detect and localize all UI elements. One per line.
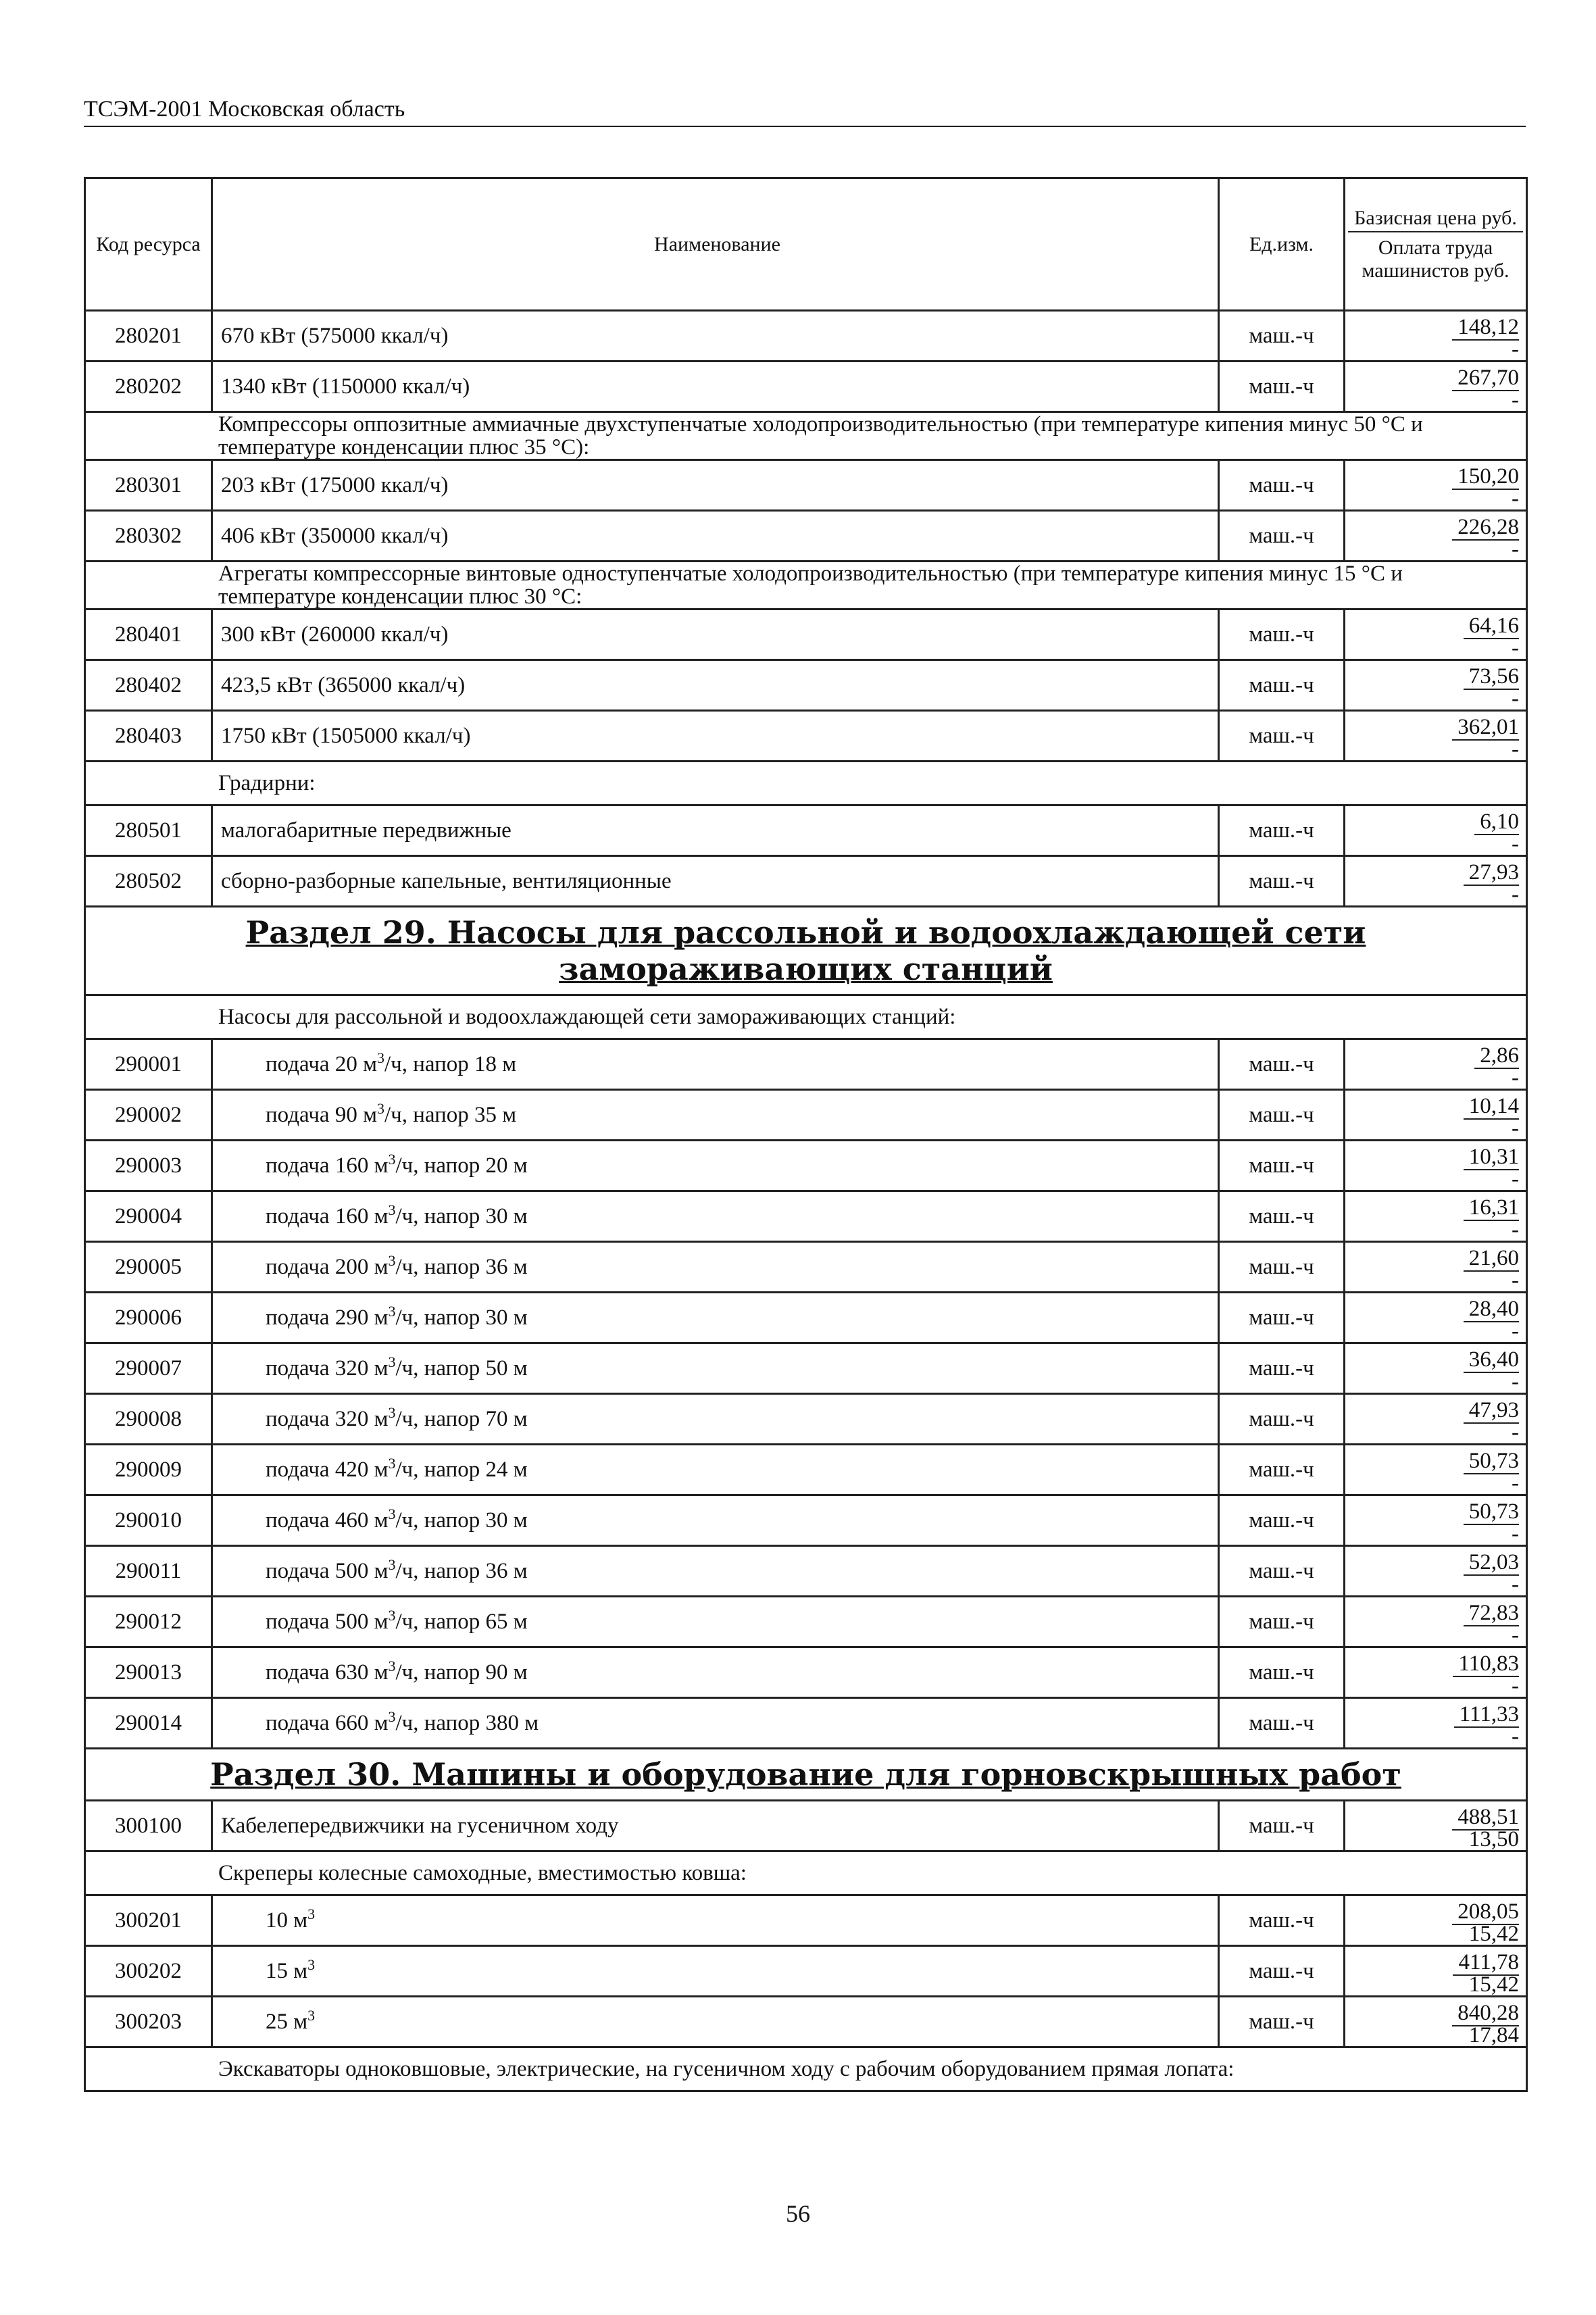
price-cell [1345, 1394, 1527, 1445]
resource-name-text: 406 кВт (350000 ккал/ч) [221, 524, 449, 548]
cubic-exponent: 3 [388, 1404, 396, 1421]
table-row [85, 1895, 1527, 1946]
price-cell [1345, 511, 1527, 562]
table-row [85, 1394, 1527, 1445]
resource-code: 280201 [85, 311, 212, 362]
cubic-exponent: 3 [388, 1353, 396, 1370]
operator-labor: - [1512, 1521, 1519, 1546]
price-cell [1345, 311, 1527, 362]
unit-of-measure: маш.-ч [1219, 1997, 1345, 2047]
resource-code: 290009 [85, 1445, 212, 1495]
resource-name [212, 1141, 1219, 1191]
unit-of-measure: маш.-ч [1219, 1191, 1345, 1242]
base-price: 10,31 [1464, 1145, 1519, 1170]
resource-name [212, 1039, 1219, 1090]
resource-code: 290003 [85, 1141, 212, 1191]
base-price: 111,33 [1454, 1702, 1519, 1728]
operator-labor: - [1512, 737, 1519, 762]
unit-of-measure: маш.-ч [1219, 1946, 1345, 1997]
cubic-exponent: 3 [307, 1906, 316, 1922]
price-cell [1345, 1090, 1527, 1141]
resource-code: 290008 [85, 1394, 212, 1445]
unit-of-measure: маш.-ч [1219, 1445, 1345, 1495]
price-cell [1345, 1445, 1527, 1495]
operator-labor: - [1512, 1724, 1519, 1749]
col-header-price [1345, 178, 1527, 311]
operator-labor: - [1512, 1268, 1519, 1293]
resource-code: 290005 [85, 1242, 212, 1293]
section-heading-row [85, 907, 1527, 995]
base-price: 362,01 [1452, 715, 1519, 741]
pump-head: /ч, напор 30 м [395, 1204, 528, 1228]
resource-name-text: 203 кВт (175000 ккал/ч) [221, 473, 449, 497]
price-cell [1345, 805, 1527, 856]
resource-code: 290004 [85, 1191, 212, 1242]
resource-code: 300203 [85, 1997, 212, 2047]
base-price: 10,14 [1464, 1094, 1519, 1120]
base-price: 36,40 [1464, 1347, 1519, 1373]
table-header-row [85, 178, 1527, 311]
unit-of-measure: маш.-ч [1219, 362, 1345, 412]
resource-name [212, 460, 1219, 511]
operator-labor: 15,42 [1468, 1921, 1519, 1946]
resource-name [212, 1343, 1219, 1394]
unit-of-measure: маш.-ч [1219, 609, 1345, 660]
operator-labor: - [1512, 1369, 1519, 1394]
base-price: 6,10 [1474, 810, 1519, 835]
base-price: 488,51 [1452, 1805, 1519, 1831]
resource-code: 290002 [85, 1090, 212, 1141]
resource-name [212, 1242, 1219, 1293]
table-row [85, 1242, 1527, 1293]
pump-head: /ч, напор 36 м [395, 1255, 528, 1279]
price-cell [1345, 1997, 1527, 2047]
resource-name-text: 1750 кВт (1505000 ккал/ч) [221, 724, 471, 748]
cubic-exponent: 3 [388, 1201, 396, 1218]
unit-of-measure: маш.-ч [1219, 1394, 1345, 1445]
group-heading-cell [85, 2047, 1527, 2091]
unit-of-measure: маш.-ч [1219, 1597, 1345, 1647]
section-heading-row [85, 1749, 1527, 1801]
resource-code: 280502 [85, 856, 212, 907]
pump-flow: подача 320 м [266, 1407, 389, 1431]
group-heading-cell [85, 562, 1527, 609]
cubic-exponent: 3 [388, 1708, 396, 1725]
base-price: 28,40 [1464, 1297, 1519, 1322]
price-cell [1345, 1495, 1527, 1546]
unit-of-measure: маш.-ч [1219, 1698, 1345, 1749]
operator-labor: - [1512, 831, 1519, 856]
group-heading: Скреперы колесные самоходные, вместимостью ковша: [218, 1861, 747, 1885]
resource-name [212, 1946, 1219, 1997]
resource-name [212, 1698, 1219, 1749]
group-heading-cell [85, 762, 1527, 805]
operator-labor: 13,50 [1468, 1826, 1519, 1851]
unit-of-measure: маш.-ч [1219, 1895, 1345, 1946]
col-header-name: Наименование [212, 178, 1219, 311]
table-row [85, 805, 1527, 856]
cubic-exponent: 3 [388, 1556, 396, 1573]
resource-code: 300100 [85, 1801, 212, 1851]
bucket-volume: 15 м [266, 1959, 308, 1983]
price-cell [1345, 660, 1527, 711]
base-price: 840,28 [1452, 2001, 1519, 2026]
resource-name-text: сборно-разборные капельные, вентиляционные [221, 869, 672, 893]
price-cell [1345, 1293, 1527, 1343]
resource-name-text: Кабелепередвижчики на гусеничном ходу [221, 1814, 619, 1838]
base-price: 50,73 [1464, 1499, 1519, 1525]
pump-flow: подача 630 м [266, 1660, 389, 1685]
pump-head: /ч, напор 18 м [384, 1052, 517, 1076]
operator-labor: - [1512, 1166, 1519, 1191]
price-cell [1345, 1141, 1527, 1191]
pump-head: /ч, напор 35 м [384, 1103, 517, 1127]
resource-table-body [85, 178, 1527, 2091]
price-cell [1345, 711, 1527, 762]
operator-labor: - [1512, 635, 1519, 660]
table-row [85, 311, 1527, 362]
unit-of-measure: маш.-ч [1219, 711, 1345, 762]
base-price: 50,73 [1464, 1449, 1519, 1474]
table-row [85, 1997, 1527, 2047]
unit-of-measure: маш.-ч [1219, 805, 1345, 856]
price-cell [1345, 609, 1527, 660]
base-price: 73,56 [1464, 664, 1519, 690]
base-price: 2,86 [1474, 1043, 1519, 1069]
group-heading: Градирни: [218, 771, 316, 795]
resource-code: 290006 [85, 1293, 212, 1343]
operator-labor: - [1512, 1572, 1519, 1597]
cubic-exponent: 3 [376, 1049, 384, 1066]
table-row [85, 1090, 1527, 1141]
base-price: 64,16 [1464, 614, 1519, 639]
price-cell [1345, 1546, 1527, 1597]
table-row [85, 711, 1527, 762]
base-price: 27,93 [1464, 860, 1519, 886]
unit-of-measure: маш.-ч [1219, 1647, 1345, 1698]
resource-name [212, 660, 1219, 711]
section-heading-cell [85, 907, 1527, 995]
group-heading-row [85, 762, 1527, 805]
pump-flow: подача 20 м [266, 1052, 377, 1076]
table-row [85, 1946, 1527, 1997]
cubic-exponent: 3 [376, 1100, 384, 1117]
resource-name [212, 1597, 1219, 1647]
operator-labor: 15,42 [1468, 1972, 1519, 1997]
resource-name [212, 1090, 1219, 1141]
table-row [85, 1039, 1527, 1090]
pump-head: /ч, напор 30 м [395, 1508, 528, 1533]
price-cell [1345, 1801, 1527, 1851]
price-cell [1345, 1698, 1527, 1749]
price-cell [1345, 1946, 1527, 1997]
col-header-labor: Оплата труда машинистов руб. [1362, 236, 1510, 282]
unit-of-measure: маш.-ч [1219, 1039, 1345, 1090]
operator-labor: - [1512, 1470, 1519, 1495]
cubic-exponent: 3 [307, 1956, 316, 1973]
resource-code: 290014 [85, 1698, 212, 1749]
unit-of-measure: маш.-ч [1219, 856, 1345, 907]
resource-name [212, 1647, 1219, 1698]
pump-flow: подача 90 м [266, 1103, 377, 1127]
pump-flow: подача 200 м [266, 1255, 389, 1279]
table-row [85, 362, 1527, 412]
resource-code: 290010 [85, 1495, 212, 1546]
operator-labor: 17,84 [1468, 2022, 1519, 2047]
operator-labor: - [1512, 1318, 1519, 1343]
pump-head: /ч, напор 20 м [395, 1153, 528, 1178]
cubic-exponent: 3 [388, 1505, 396, 1522]
group-heading-row [85, 1851, 1527, 1895]
resource-name [212, 1997, 1219, 2047]
resource-code: 280202 [85, 362, 212, 412]
resource-code: 290013 [85, 1647, 212, 1698]
table-row [85, 1495, 1527, 1546]
cubic-exponent: 3 [388, 1252, 396, 1269]
group-heading: Агрегаты компрессорные винтовые одноступенчатые холодопроизводительностью (при температуре кипения минус 15 °С и температуре конденсации плюс 30 °С: [218, 562, 1403, 609]
operator-labor: - [1512, 1622, 1519, 1647]
resource-code: 290007 [85, 1343, 212, 1394]
operator-labor: - [1512, 1420, 1519, 1445]
group-heading-row [85, 2047, 1527, 2091]
base-price: 148,12 [1452, 315, 1519, 341]
section-heading-cell [85, 1749, 1527, 1801]
unit-of-measure: маш.-ч [1219, 1141, 1345, 1191]
pump-flow: подача 160 м [266, 1204, 389, 1228]
resource-name [212, 1191, 1219, 1242]
table-row [85, 1597, 1527, 1647]
operator-labor: - [1512, 1065, 1519, 1090]
resource-name [212, 511, 1219, 562]
base-price: 52,03 [1464, 1550, 1519, 1576]
resource-name [212, 805, 1219, 856]
table-row [85, 1546, 1527, 1597]
resource-name [212, 1445, 1219, 1495]
price-cell [1345, 1242, 1527, 1293]
unit-of-measure: маш.-ч [1219, 1546, 1345, 1597]
resource-code: 290011 [85, 1546, 212, 1597]
price-cell [1345, 460, 1527, 511]
pump-head: /ч, напор 36 м [395, 1559, 528, 1583]
col-header-base-price: Базисная цена руб. [1348, 207, 1523, 232]
resource-name [212, 1394, 1219, 1445]
resource-name [212, 1293, 1219, 1343]
bucket-volume: 25 м [266, 2010, 308, 2034]
table-row [85, 856, 1527, 907]
resource-code: 280301 [85, 460, 212, 511]
price-cell [1345, 1039, 1527, 1090]
pump-head: /ч, напор 24 м [395, 1458, 528, 1482]
price-cell [1345, 1343, 1527, 1394]
page-number: 56 [786, 2200, 810, 2227]
unit-of-measure: маш.-ч [1219, 1293, 1345, 1343]
pump-flow: подача 500 м [266, 1559, 389, 1583]
table-row [85, 660, 1527, 711]
col-header-unit: Ед.изм. [1219, 178, 1345, 311]
resource-code: 300201 [85, 1895, 212, 1946]
base-price: 208,05 [1452, 1899, 1519, 1925]
cubic-exponent: 3 [307, 2007, 316, 2024]
resource-name [212, 1546, 1219, 1597]
group-heading: Компрессоры оппозитные аммиачные двухступенчатые холодопроизводительностью (при температуре кипения минус 50 °С и температуре конденсации плюс 35 °С): [218, 412, 1423, 459]
resource-code: 280403 [85, 711, 212, 762]
base-price: 411,78 [1453, 1950, 1519, 1976]
unit-of-measure: маш.-ч [1219, 311, 1345, 362]
base-price: 226,28 [1452, 515, 1519, 541]
pump-head: /ч, напор 90 м [395, 1660, 528, 1685]
price-cell [1345, 856, 1527, 907]
table-row [85, 511, 1527, 562]
resource-name [212, 856, 1219, 907]
table-row [85, 1445, 1527, 1495]
base-price: 72,83 [1464, 1601, 1519, 1626]
unit-of-measure: маш.-ч [1219, 460, 1345, 511]
operator-labor: - [1512, 387, 1519, 412]
pump-flow: подача 320 м [266, 1356, 389, 1380]
bucket-volume: 10 м [266, 1908, 308, 1933]
resource-name [212, 311, 1219, 362]
resource-code: 280401 [85, 609, 212, 660]
base-price: 16,31 [1464, 1195, 1519, 1221]
unit-of-measure: маш.-ч [1219, 1242, 1345, 1293]
table-row [85, 460, 1527, 511]
table-row [85, 1801, 1527, 1851]
resource-name [212, 609, 1219, 660]
group-heading-row [85, 412, 1527, 460]
pump-head: /ч, напор 380 м [395, 1711, 539, 1735]
operator-labor: - [1512, 1217, 1519, 1242]
cubic-exponent: 3 [388, 1303, 396, 1320]
cubic-exponent: 3 [388, 1658, 396, 1674]
resource-code: 290001 [85, 1039, 212, 1090]
pump-flow: подача 290 м [266, 1305, 389, 1330]
resource-name [212, 1895, 1219, 1946]
unit-of-measure: маш.-ч [1219, 1343, 1345, 1394]
resource-name-text: 1340 кВт (1150000 ккал/ч) [221, 374, 470, 399]
table-row [85, 1141, 1527, 1191]
resource-name [212, 1495, 1219, 1546]
pump-flow: подача 420 м [266, 1458, 389, 1482]
group-heading-cell [85, 995, 1527, 1039]
resource-name [212, 1801, 1219, 1851]
resource-code: 280501 [85, 805, 212, 856]
resource-name [212, 362, 1219, 412]
operator-labor: - [1512, 537, 1519, 562]
price-cell [1345, 1895, 1527, 1946]
group-heading-row [85, 995, 1527, 1039]
pump-head: /ч, напор 65 м [395, 1610, 528, 1634]
base-price: 21,60 [1464, 1246, 1519, 1272]
group-heading-cell [85, 412, 1527, 460]
pump-head: /ч, напор 70 м [395, 1407, 528, 1431]
operator-labor: - [1512, 686, 1519, 711]
resource-table [84, 177, 1528, 2092]
pump-flow: подача 460 м [266, 1508, 389, 1533]
unit-of-measure: маш.-ч [1219, 1495, 1345, 1546]
group-heading: Экскаваторы одноковшовые, электрические, на гусеничном ходу с рабочим оборудованием прямая лопата: [218, 2057, 1235, 2081]
col-header-code: Код ресурса [85, 178, 212, 311]
unit-of-measure: маш.-ч [1219, 511, 1345, 562]
base-price: 110,83 [1453, 1651, 1519, 1677]
price-cell [1345, 362, 1527, 412]
pump-head: /ч, напор 30 м [395, 1305, 528, 1330]
base-price: 150,20 [1452, 464, 1519, 490]
group-heading: Насосы для рассольной и водоохлаждающей сети замораживающих станций: [218, 1005, 956, 1029]
table-row [85, 1647, 1527, 1698]
base-price: 267,70 [1452, 366, 1519, 391]
operator-labor: - [1512, 486, 1519, 511]
price-cell [1345, 1647, 1527, 1698]
section-heading: Раздел 29. Насосы для рассольной и водоохлаждающей сети замораживающих станций [245, 914, 1366, 987]
price-cell [1345, 1597, 1527, 1647]
group-heading-row [85, 562, 1527, 609]
resource-code: 290012 [85, 1597, 212, 1647]
table-row [85, 1293, 1527, 1343]
header-rule [84, 126, 1526, 127]
cubic-exponent: 3 [388, 1455, 396, 1472]
operator-labor: - [1512, 337, 1519, 362]
pump-flow: подача 500 м [266, 1610, 389, 1634]
resource-name-text: 670 кВт (575000 ккал/ч) [221, 324, 449, 348]
section-heading: Раздел 30. Машины и оборудование для горновскрышных работ [210, 1756, 1401, 1793]
base-price: 47,93 [1464, 1398, 1519, 1424]
resource-code: 300202 [85, 1946, 212, 1997]
unit-of-measure: маш.-ч [1219, 660, 1345, 711]
table-row [85, 609, 1527, 660]
table-row [85, 1191, 1527, 1242]
operator-labor: - [1512, 1673, 1519, 1698]
resource-name-text: 300 кВт (260000 ккал/ч) [221, 622, 449, 647]
pump-flow: подача 660 м [266, 1711, 389, 1735]
pump-head: /ч, напор 50 м [395, 1356, 528, 1380]
cubic-exponent: 3 [388, 1607, 396, 1624]
operator-labor: - [1512, 882, 1519, 907]
resource-code: 280402 [85, 660, 212, 711]
operator-labor: - [1512, 1116, 1519, 1141]
pump-flow: подача 160 м [266, 1153, 389, 1178]
price-cell [1345, 1191, 1527, 1242]
resource-code: 280302 [85, 511, 212, 562]
cubic-exponent: 3 [388, 1151, 396, 1168]
table-row [85, 1698, 1527, 1749]
resource-name [212, 711, 1219, 762]
unit-of-measure: маш.-ч [1219, 1801, 1345, 1851]
page-header: ТСЭМ-2001 Московская область [84, 97, 405, 122]
table-row [85, 1343, 1527, 1394]
resource-name-text: малогабаритные передвижные [221, 818, 512, 843]
unit-of-measure: маш.-ч [1219, 1090, 1345, 1141]
group-heading-cell [85, 1851, 1527, 1895]
resource-name-text: 423,5 кВт (365000 ккал/ч) [221, 673, 466, 697]
